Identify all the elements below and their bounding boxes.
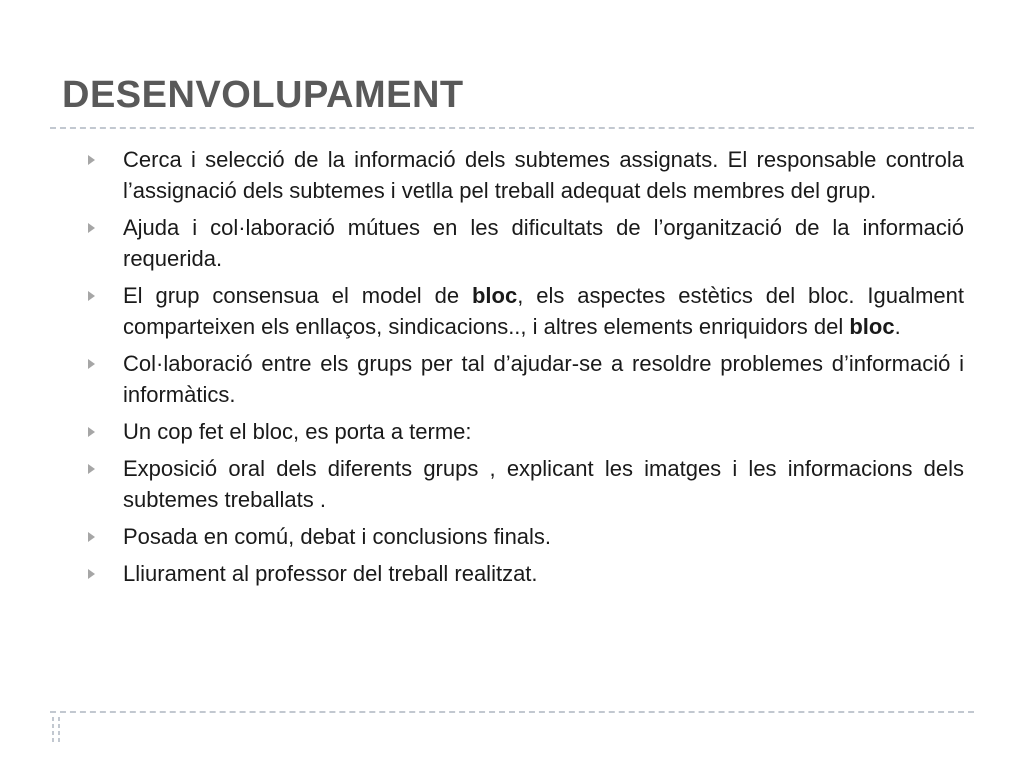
bullet-item bbox=[88, 521, 964, 552]
title-divider bbox=[50, 127, 974, 129]
bullet-text-run: Ajuda i col·laboració mútues en les dificultats de l’organització de la informació requerida. bbox=[123, 215, 964, 271]
triangle-right-icon bbox=[88, 155, 95, 165]
bullet-text-run: , els aspectes estètics del bloc. Igualment comparteixen els enllaços, sindicacions.., i altres elements enriquidors del bbox=[123, 283, 964, 339]
triangle-right-icon bbox=[88, 223, 95, 233]
bullet-text bbox=[123, 215, 964, 271]
bullet-text-run: Col·laboració entre els grups per tal d’ajudar-se a resoldre problemes d’informació i informàtics. bbox=[123, 351, 964, 407]
bullet-item bbox=[88, 212, 964, 274]
bullet-list bbox=[88, 144, 964, 595]
bullet-text-run: Lliurament al professor del treball realitzat. bbox=[123, 561, 538, 586]
footer-divider bbox=[50, 711, 974, 713]
bullet-text-run: Cerca i selecció de la informació dels subtemes assignats. El responsable controla l’assignació dels subtemes i vetlla pel treball adequat dels membres del grup. bbox=[123, 147, 964, 203]
bullet-text bbox=[123, 419, 472, 444]
bullet-text-run: Posada en comú, debat i conclusions finals. bbox=[123, 524, 552, 549]
bullet-text-run: El grup consensua el model de bbox=[123, 283, 472, 308]
bullet-text-run: Un cop fet el bloc, es porta a terme: bbox=[123, 419, 472, 444]
bullet-item bbox=[88, 144, 964, 206]
bullet-item bbox=[88, 348, 964, 410]
triangle-right-icon bbox=[88, 532, 95, 542]
triangle-right-icon bbox=[88, 291, 95, 301]
triangle-right-icon bbox=[88, 359, 95, 369]
slide-title: DESENVOLUPAMENT bbox=[62, 74, 464, 116]
bullet-text-bold: bloc bbox=[471, 283, 518, 308]
bullet-item bbox=[88, 558, 964, 589]
bullet-text-run: Exposició oral dels diferents grups , explicant les imatges i les informacions dels subtemes treballats . bbox=[123, 456, 964, 512]
triangle-right-icon bbox=[88, 464, 95, 474]
bullet-text bbox=[123, 561, 538, 586]
bullet-text bbox=[123, 283, 964, 339]
bullet-item bbox=[88, 280, 964, 342]
bullet-text-bold: bloc bbox=[849, 314, 895, 339]
triangle-right-icon bbox=[88, 427, 95, 437]
bullet-text-run: . bbox=[894, 314, 901, 339]
bullet-text bbox=[123, 147, 964, 203]
triangle-right-icon bbox=[88, 569, 95, 579]
corner-dash-icon bbox=[51, 717, 64, 742]
bullet-text bbox=[123, 456, 964, 512]
bullet-item bbox=[88, 416, 964, 447]
bullet-item bbox=[88, 453, 964, 515]
bullet-text bbox=[123, 524, 551, 549]
bullet-text bbox=[123, 351, 964, 407]
